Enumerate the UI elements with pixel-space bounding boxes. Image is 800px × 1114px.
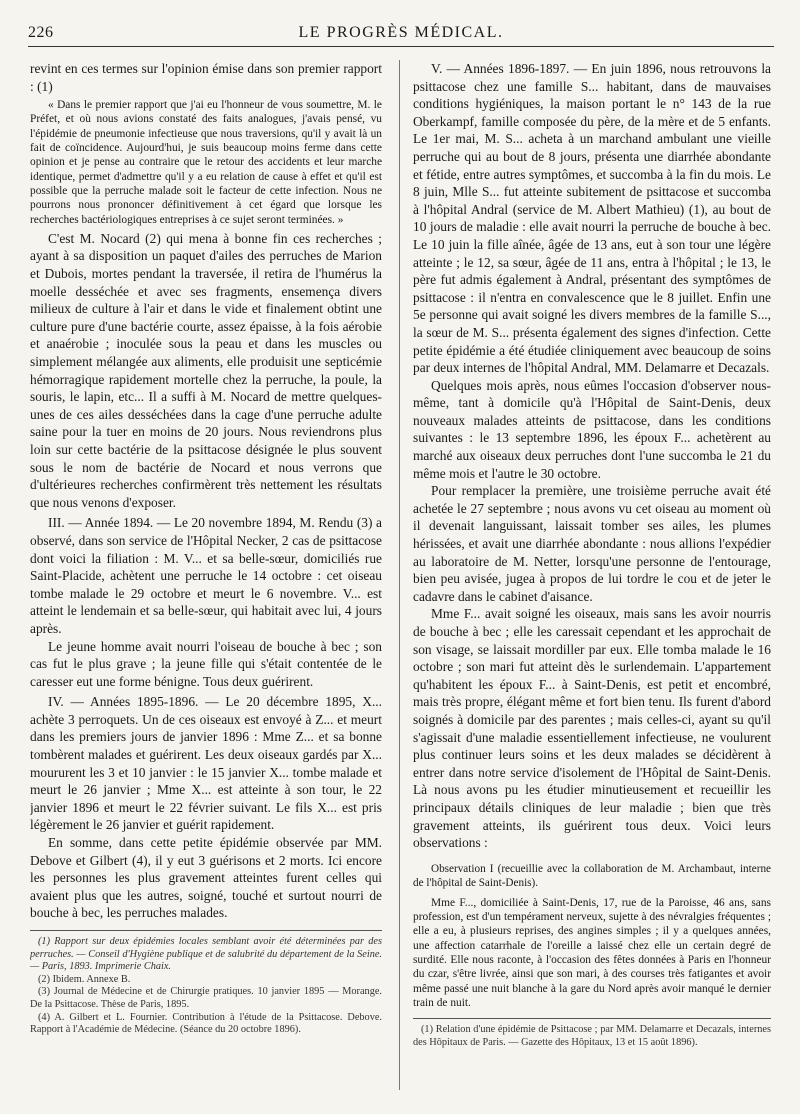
footnote: (3) Journal de Médecine et de Chirurgie pratiques. 10 janvier 1895 — Morange. De la Psittacose. Thèse de Paris, 1895.: [30, 986, 382, 1010]
footnote-rule: [413, 1018, 771, 1019]
observation-body: Mme F..., domiciliée à Saint-Denis, 17, rue de la Paroisse, 46 ans, sans profession, est d'un tempérament nerveux, sujette à des névralgies fréquentes ; elle a eu, à plusieurs reprises, des angines simples ; il y a quelques années, une affection catarrhale de l'oreille a laissé chez elle un certain degré de surdité. Elle nous raconte, à l'occasion des fêtes données à Paris en l'honneur du czar, s'être livrée, ainsi que son mari, à des courses très fatigantes et avoir même passé une nuit blanche à la gare du Nord après avoir manqué le dernier train de nuit.: [413, 896, 771, 1009]
right-column: [413, 60, 771, 1100]
left-column: [30, 60, 382, 1100]
footnote: (1) Rapport sur deux épidémies locales semblant avoir été déterminées par des perruches. — Conseil d'Hygiène publique et de salubrité du département de la Seine. — Paris, 1893. Imprimerie Chaix.: [30, 936, 382, 973]
paragraph: Mme F... avait soigné les oiseaux, mais sans les avoir nourris de bouche à bec ; elle les caressait cependant et les approchait de son visage, se laissait mordiller par eux. Elle tomba malade le 16 octobre ; son mari fut atteint dès le surlendemain. L'appartement qu'habitent les époux F... à Saint-Denis, est petit et encombré, mais très propre, élégant même et fort bien tenu. Ils furent d'abord soignés à domicile par des parentes ; mais celles-ci, ayant su qu'il s'agissait d'une maladie essentiellement infectieuse, ne voulurent plus continuer leurs soins et les deux malades se décidèrent à entrer dans notre service d'isolement de l'Hôpital de Saint-Denis. Là nous avons pu les étudier minutieusement et recueillir les principaux détails cliniques de leur maladie ; bien que très gravement atteints, ils guérirent tous deux. Voici leurs observations :: [413, 606, 771, 851]
running-header: [28, 24, 774, 47]
section-v: V. — Années 1896-1897. — En juin 1896, nous retrouvons la psittacose chez une famille S... habitant, dans de mauvaises conditions hygiéniques, la maison portant le n° 143 de la rue Oberkampf, famille composée du père, de la mère et de 5 enfants. Le 1er mai, M. S... acheta à un marchand ambulant une vieille perruche qui au bout de 8 jours, présenta une diarrhée abondante et fétide, entre autres symptômes, et succomba à la fin du mois. Le 8 juin, Mlle S... fut atteinte subitement de psittacose et succomba à l'hôpital Andral (service de M. Albert Mathieu) (1), au bout de 10 jours de maladie : elle avait nourri la perruche de bouche à bec. Le 10 juin la fille aînée, âgée de 13 ans, eut à son tour une légère atteinte ; le 12, sa sœur, âgée de 11 ans, entra à l'hôpital ; le 13, le père fut admis également à Andral, présentant des symptômes de psittacose : il n'entra en convalescence que le 8 juillet. Enfin une 5e personne qui avait soigné les divers membres de la famille S..., la sœur de M. S... présenta également des signes d'infection. Cette petite épidémie a été étudiée cliniquement avec beaucoup de soins par deux internes de l'hôpital Andral, MM. Delamarre et Decazals.: [413, 61, 771, 376]
column-divider: [399, 60, 400, 1090]
footnotes: [413, 1024, 771, 1049]
footnote-rule: [30, 930, 382, 931]
paragraph: Pour remplacer la première, une troisième perruche avait été achetée le 27 septembre ; nous avons vu cet oiseau au moment où il devenait languissant, laissait tomber ses ailes, les plumes hérissées, et avait une diarrhée abondante : nous allions l'expédier au laboratoire de M. Netter, lorsqu'une personne de l'entourage, bien peu avisée, jugea à propos de lui tordre le cou et de jeter le cadavre dans le cabinet d'aisance.: [413, 483, 771, 604]
paragraph: C'est M. Nocard (2) qui mena à bonne fin ces recherches ; ayant à sa disposition un paquet d'ailes des perruches de Marion et Dubois, mortes pendant la traversée, il retira de l'humérus la moelle desséchée et avec ses fragments, ensemença divers milieux de culture à l'air et dans le vide et finalement obtint une culture pure d'une bactérie courte, assez épaisse, à la fois aérobie et anaérobie ; inoculée sous la peau et dans les muscles ou simplement mélangée aux aliments, elle produisit une septicémie hémorragique rapidement mortelle chez la perruche, la poule, la souris, le lapin, etc... Il a suffi à M. Nocard de mettre quelques-unes de ces ailes desséchées dans la cage d'une perruche adulte saine pour la tuer en moins de 20 jours. Nous reviendrons plus loin sur cette bactérie de la psittacose désignée le plus souvent sous le nom de bactérie de Nocard et nous verrons que d'ultérieures recherches confirmèrent très nettement les résultats que nous venons d'exposer.: [30, 230, 382, 510]
observation-title: Observation I (recueillie avec la collaboration de M. Archambaut, interne de l'hôpital de Saint-Denis).: [413, 862, 771, 889]
footnote: (1) Relation d'une épidémie de Psittacose ; par MM. Delamarre et Decazals, internes des Hôpitaux de Paris. — Gazette des Hôpitaux, 13 et 15 août 1896).: [413, 1024, 771, 1048]
paragraph: Le jeune homme avait nourri l'oiseau de bouche à bec ; son cas fut le plus grave ; la jeune fille qui s'était contentée de le caresser eut une forme bénigne. Tous deux guérirent.: [30, 638, 382, 689]
footnote: (2) Ibidem. Annexe B.: [38, 973, 131, 985]
paragraph: En somme, dans cette petite épidémie observée par MM. Debove et Gilbert (4), il y eut 3 guérisons et 2 morts. Ici encore les personnes les plus gravement atteintes furent celles qui avaient plus que les autres, soigné, touché et surtout nourri de bouche à bec, les perruches malades.: [30, 835, 382, 921]
footnote: (4) A. Gilbert et L. Fournier. Contribution à l'étude de la Psittacose. Debove. Rapport à l'Académie de Médecine. (Séance du 20 octobre 1896).: [30, 1011, 382, 1036]
journal-title: LE PROGRÈS MÉDICAL.: [298, 24, 504, 41]
paragraph: Quelques mois après, nous eûmes l'occasion d'observer nous-même, tant à domicile qu'à l'Hôpital de Saint-Denis, deux nouveaux malades atteints de psittacose, dans les conditions suivantes : le 13 septembre 1896, les époux F... achetèrent au marché aux oiseaux deux perruches dont l'une succomba le 21 du même mois et l'autre le 30 octobre.: [413, 377, 771, 481]
paragraph: revint en ces termes sur l'opinion émise dans son premier rapport : (1): [30, 61, 382, 94]
section-iv: IV. — Années 1895-1896. — Le 20 décembre 1895, X... achète 3 perroquets. Un de ces oiseaux est envoyé à Z... et meurt dans les premiers jours de janvier 1896 : Mme Z... et sa bonne tombèrent malades et guérirent. Les deux oiseaux gardés par X... moururent les 3 et 10 janvier : le 15 janvier X... tombe malade et meurt le 26 janvier ; Mme X... est atteinte à son tour, le 22 janvier 1896 et meurt le 22 février suivant. Le fils X... est pris légèrement le 26 janvier et guérit rapidement.: [30, 694, 382, 833]
footnotes: [30, 936, 382, 1037]
page-number: 226: [28, 24, 54, 41]
quotation-block: « Dans le premier rapport que j'ai eu l'honneur de vous soumettre, M. le Préfet, et où nous avions constaté des faits analogues, j'avais pensé, vu l'épidémie de pneumonie infectieuse que nous traversions, qu'il y avait là un fait de coïncidence. Aujourd'hui, je suis beaucoup moins ferme dans cette opinion et je pense au contraire que le retour des accidents et leur marche identique, permet d'admettre qu'il y a eu relation de cause à effet et qu'il est possible que la perruche malade soit le facteur de cette infection. Nous ne pourrons nous prononcer définitivement à cet égard que lorsque les recherches bactériologiques entreprises à ce sujet seront terminées. »: [30, 99, 382, 226]
section-iii: III. — Année 1894. — Le 20 novembre 1894, M. Rendu (3) a observé, dans son service de l'Hôpital Necker, 2 cas de psittacose dont voici la filiation : M. V... et sa belle-sœur, domiciliés rue Saint-Placide, achètent une perruche le 14 octobre : cet oiseau tombe malade le 29 octobre et meurt le 6 novembre. V... est atteint le lendemain et sa belle-sœur, qui habitait avec lui, 4 jours après.: [30, 515, 382, 636]
